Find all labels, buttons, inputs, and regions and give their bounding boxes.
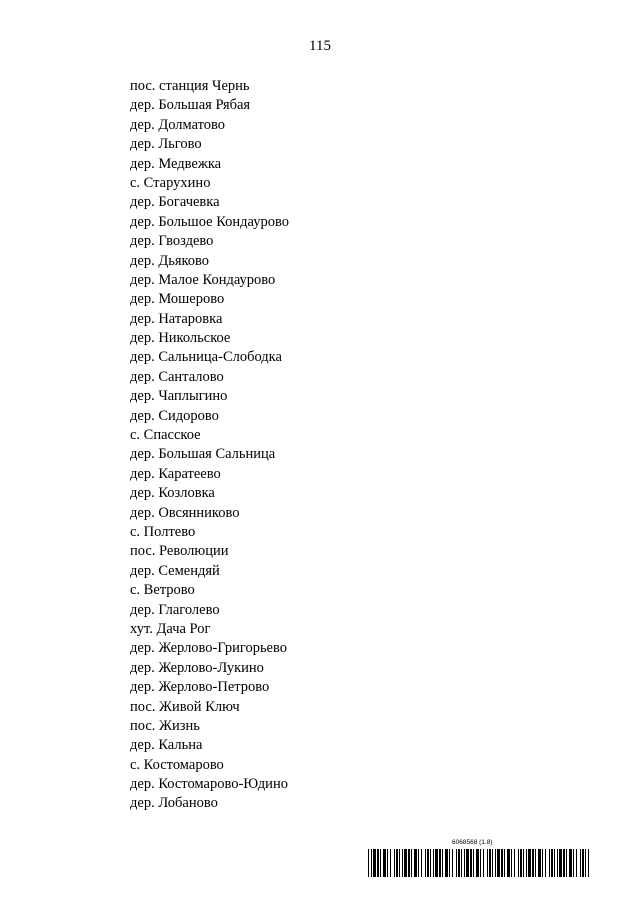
list-item: дер. Мошерово [130,291,225,308]
list-item: дер. Большая Рябая [130,97,251,114]
list-item: дер. Лобаново [130,795,218,812]
list-item: дер. Каратеево [130,465,221,482]
list-item: дер. Санталово [130,368,224,385]
list-item: дер. Чаплыгино [130,388,228,405]
list-item: дер. Кальна [130,737,203,754]
list-item: дер. Жерлово-Лукино [130,659,264,676]
list-item: дер. Большое Кондаурово [130,213,289,230]
list-item: дер. Сальница-Слободка [130,349,282,366]
list-item: дер. Жерлово-Григорьево [130,640,287,657]
page-number: 115 [309,38,331,54]
settlement-list [130,77,289,814]
list-item: дер. Гвоздево [130,233,214,250]
list-item: дер. Семендяй [130,562,220,579]
barcode-caption: 6068568 (1.8) [452,839,493,846]
list-item: с. Ветрово [130,582,195,599]
list-item: дер. Долматово [130,116,226,133]
list-item: дер. Дьяково [130,252,210,269]
list-item: дер. Сидорово [130,407,219,424]
list-item: с. Спасское [130,427,201,444]
list-item: дер. Богачевка [130,194,220,211]
list-item: хут. Дача Рог [130,620,211,637]
list-item: дер. Натаровка [130,310,223,327]
list-item: дер. Малое Кондаурово [130,271,276,288]
list-item: дер. Глаголево [130,601,220,618]
list-item: пос. Жизнь [130,717,200,734]
list-item: дер. Овсянниково [130,504,240,521]
list-item: дер. Льгово [130,136,202,153]
list-item: дер. Медвежка [130,155,222,172]
list-item: с. Полтево [130,523,196,540]
list-item: дер. Большая Сальница [130,446,276,463]
list-item: пос. станция Чернь [130,78,250,94]
list-item: пос. Живой Ключ [130,698,240,715]
list-item: с. Костомарово [130,756,224,773]
list-item: дер. Козловка [130,485,215,502]
list-item: дер. Никольское [130,330,231,347]
list-item: пос. Революции [130,543,229,560]
list-item: с. Старухино [130,174,211,191]
list-item: дер. Жерлово-Петрово [130,679,270,696]
barcode [368,849,590,877]
list-item: дер. Костомарово-Юдино [130,776,288,793]
